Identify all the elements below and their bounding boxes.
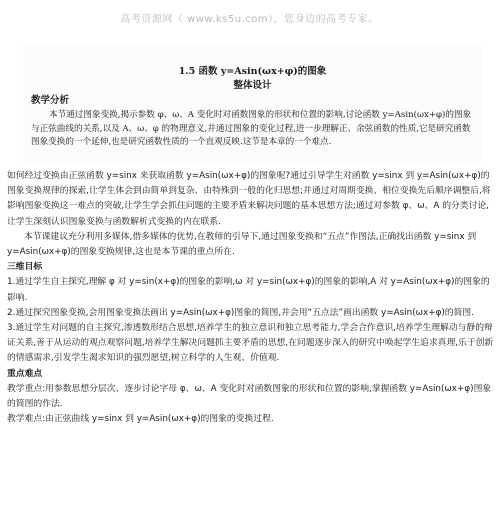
goals-heading: 三维目标	[7, 262, 43, 273]
section-subtitle: 整体设计	[233, 80, 272, 91]
document-body	[7, 169, 494, 427]
goal-item-3: 3.通过学生对问题的自主探究,渗透数形结合思想,培养学生的独立意识和独立思考能力,学会合作意识,培养学生理解动与静的辩证关系,善于从运动的观点观察问题,培养学生解决问题抓主要矛盾的思想,在问题逐步深入的研究中唤起学生追求真理,乐于创新的情感需求,引发学生渴求知识的强烈愿望,树立科学的人生观、价值观.	[7, 323, 494, 364]
analysis-paragraph: 本节通过图象变换,揭示参数 φ、ω、A 变化时对函数图象的形状和位置的影响,讨论函数 y=Asin(ωx+φ)的图象与正弦曲线的关系,以及 A、ω、φ 的物理意义,并通过图象的变化过程,进一步理解正、余弦函数的性质,它是研究函数图象变换的一个延伸,也是研究函数性质的一个直观反映.这节是本章的一个难点.	[31, 110, 472, 147]
intro-paragraph: 如何经过变换由正弦函数 y=sinx 来获取函数 y=Asin(ωx+φ)的图象呢?通过引导学生对函数 y=sinx 到 y=Asin(ωx+φ)的图象变换规律的探索,让学生体会到由简单到复杂、由特殊到一般的化归思想;并通过对周期变换、相位变换先后顺序调整后,将影响图象变换这一难点的突破,让学生学会抓住问题的主要矛盾来解决问题的基本思想方法;通过对参数 φ、ω、A 的分类讨论,让学生深刻认识图象变换与函数解析式变换的内在联系.	[7, 171, 491, 227]
analysis-heading: 教学分析	[31, 95, 70, 106]
section-title: 1.5 函数 y=Asin(ωx+φ)的图象	[178, 66, 327, 77]
difficulty-text: 教学难点:由正弦曲线 y=sinx 到 y=Asin(ωx+φ)的图象的变换过程.	[7, 414, 274, 425]
watermark-header: 高考资源网（ www.ks5u.com），您身边的高考专家。	[120, 14, 379, 25]
goal-item-1: 1.通过学生自主探究,理解 φ 对 y=sin(x+φ)的图象的影响,ω 对 y=sin(ωx+φ)的图象的影响,A 对 y=Asin(ωx+φ)的图象的影响.	[7, 277, 490, 303]
goal-item-2: 2.通过探究图象变换,会用图象变换法画出 y=Asin(ωx+φ)图象的简图,并会用“五点法”画出函数 y=Asin(ωx+φ)的简图.	[7, 307, 474, 318]
scanned-excerpt	[23, 44, 482, 164]
key-points-heading: 重点难点	[7, 368, 43, 379]
suggestion-paragraph: 本节课建议充分利用多媒体,借多媒体的优势,在教师的引导下,通过图象变换和“五点”作图法,正确找出函数 y=sinx 到 y=Asin(ωx+φ)的图象变换规律,这也是本节课的重点所在.	[7, 231, 477, 258]
key-point-text: 教学重点:用参数思想分层次、逐步讨论字母 φ、ω、A 变化时对函数图象的形状和位置的影响,掌握函数 y=Asin(ωx+φ)图象的简图的作法.	[7, 383, 492, 410]
